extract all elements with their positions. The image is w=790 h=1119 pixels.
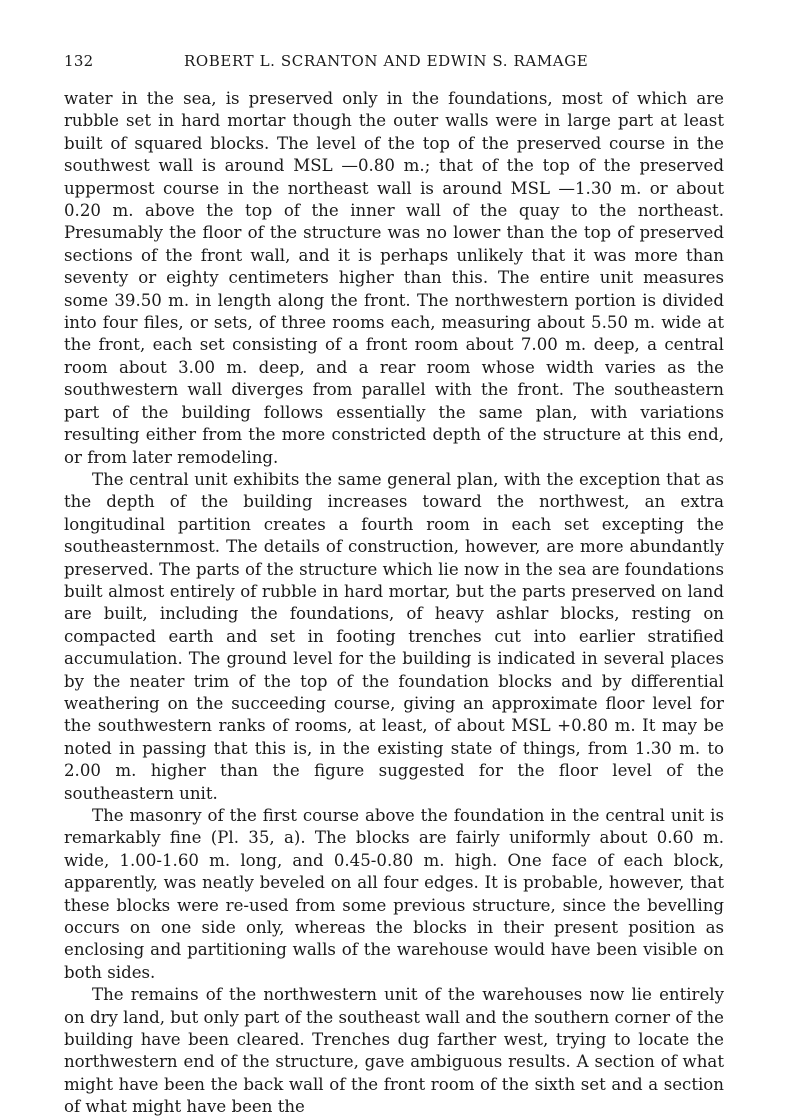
paragraph-northwestern-unit: The remains of the northwestern unit of the warehouses now lie entirely on dry land, but only part of the southeast wall and the southern corner of the building have been cleared. Trenches dug farther west, trying to locate the northwestern end of the structure, gave ambiguous results. A section of what might have been the back wall of the front room of the sixth set and a section of what might have been the xyxy=(64,985,724,1117)
body-text xyxy=(64,88,724,1119)
book-page xyxy=(64,52,724,1119)
paragraph-continued: water in the sea, is preserved only in the foundations, most of which are rubble set in hard mortar though the outer walls were in large part at least built of squared blocks. The level of the top of the preserved course in the southwest wall is around MSL —0.80 m.; that of the top of the preserved uppermost course in the northeast wall is around MSL —1.30 m. or about 0.20 m. above the top of the inner wall of the quay to the northeast. Presumably the floor of the structure was no lower than the top of preserved sections of the front wall, and it is perhaps unlikely that it was more than seventy or eighty centimeters higher than this. The entire unit measures some 39.50 m. in length along the front. The northwestern portion is divided into four files, or sets, of three rooms each, measuring about 5.50 m. wide at the front, each set consisting of a front room about 7.00 m. deep, a central room about 3.00 m. deep, and a rear room whose width varies as the southwestern wall diverges from parallel with the front. The southeastern part of the building follows essentially the same plan, with variations resulting either from the more constricted depth of the structure at this end, or from later remodeling. xyxy=(64,89,724,467)
paragraph-masonry: The masonry of the first course above the foundation in the central unit is remarkably fine (Pl. 35, a). The blocks are fairly uniformly about 0.60 m. wide, 1.00-1.60 m. long, and 0.45-0.80 m. high. One face of each block, apparently, was neatly beveled on all four edges. It is probable, however, that these blocks were re-used from some previous structure, since the bevelling occurs on one side only, whereas the blocks in their present position as enclosing and partitioning walls of the warehouse would have been visible on both sides. xyxy=(64,806,724,982)
paragraph-central-unit: The central unit exhibits the same general plan, with the exception that as the depth of the building increases toward the northwest, an extra longitudinal partition creates a fourth room in each set excepting the southeasternmost. The details of construction, however, are more abundantly preserved. The parts of the structure which lie now in the sea are foundations built almost entirely of rubble in hard mortar, but the parts preserved on land are built, including the foundations, of heavy ashlar blocks, resting on compacted earth and set in footing trenches cut into earlier stratified accumulation. The ground level for the building is indicated in several places by the neater trim of the top of the foundation blocks and by differential weathering on the succeeding course, giving an approximate floor level for the southwestern ranks of rooms, at least, of about MSL +0.80 m. It may be noted in passing that this is, in the existing state of things, from 1.30 m. to 2.00 m. higher than the figure suggested for the floor level of the southeastern unit. xyxy=(64,469,724,803)
running-head-authors: ROBERT L. SCRANTON AND EDWIN S. RAMAGE xyxy=(184,52,589,70)
running-head xyxy=(64,52,724,82)
page-number: 132 xyxy=(64,52,94,70)
